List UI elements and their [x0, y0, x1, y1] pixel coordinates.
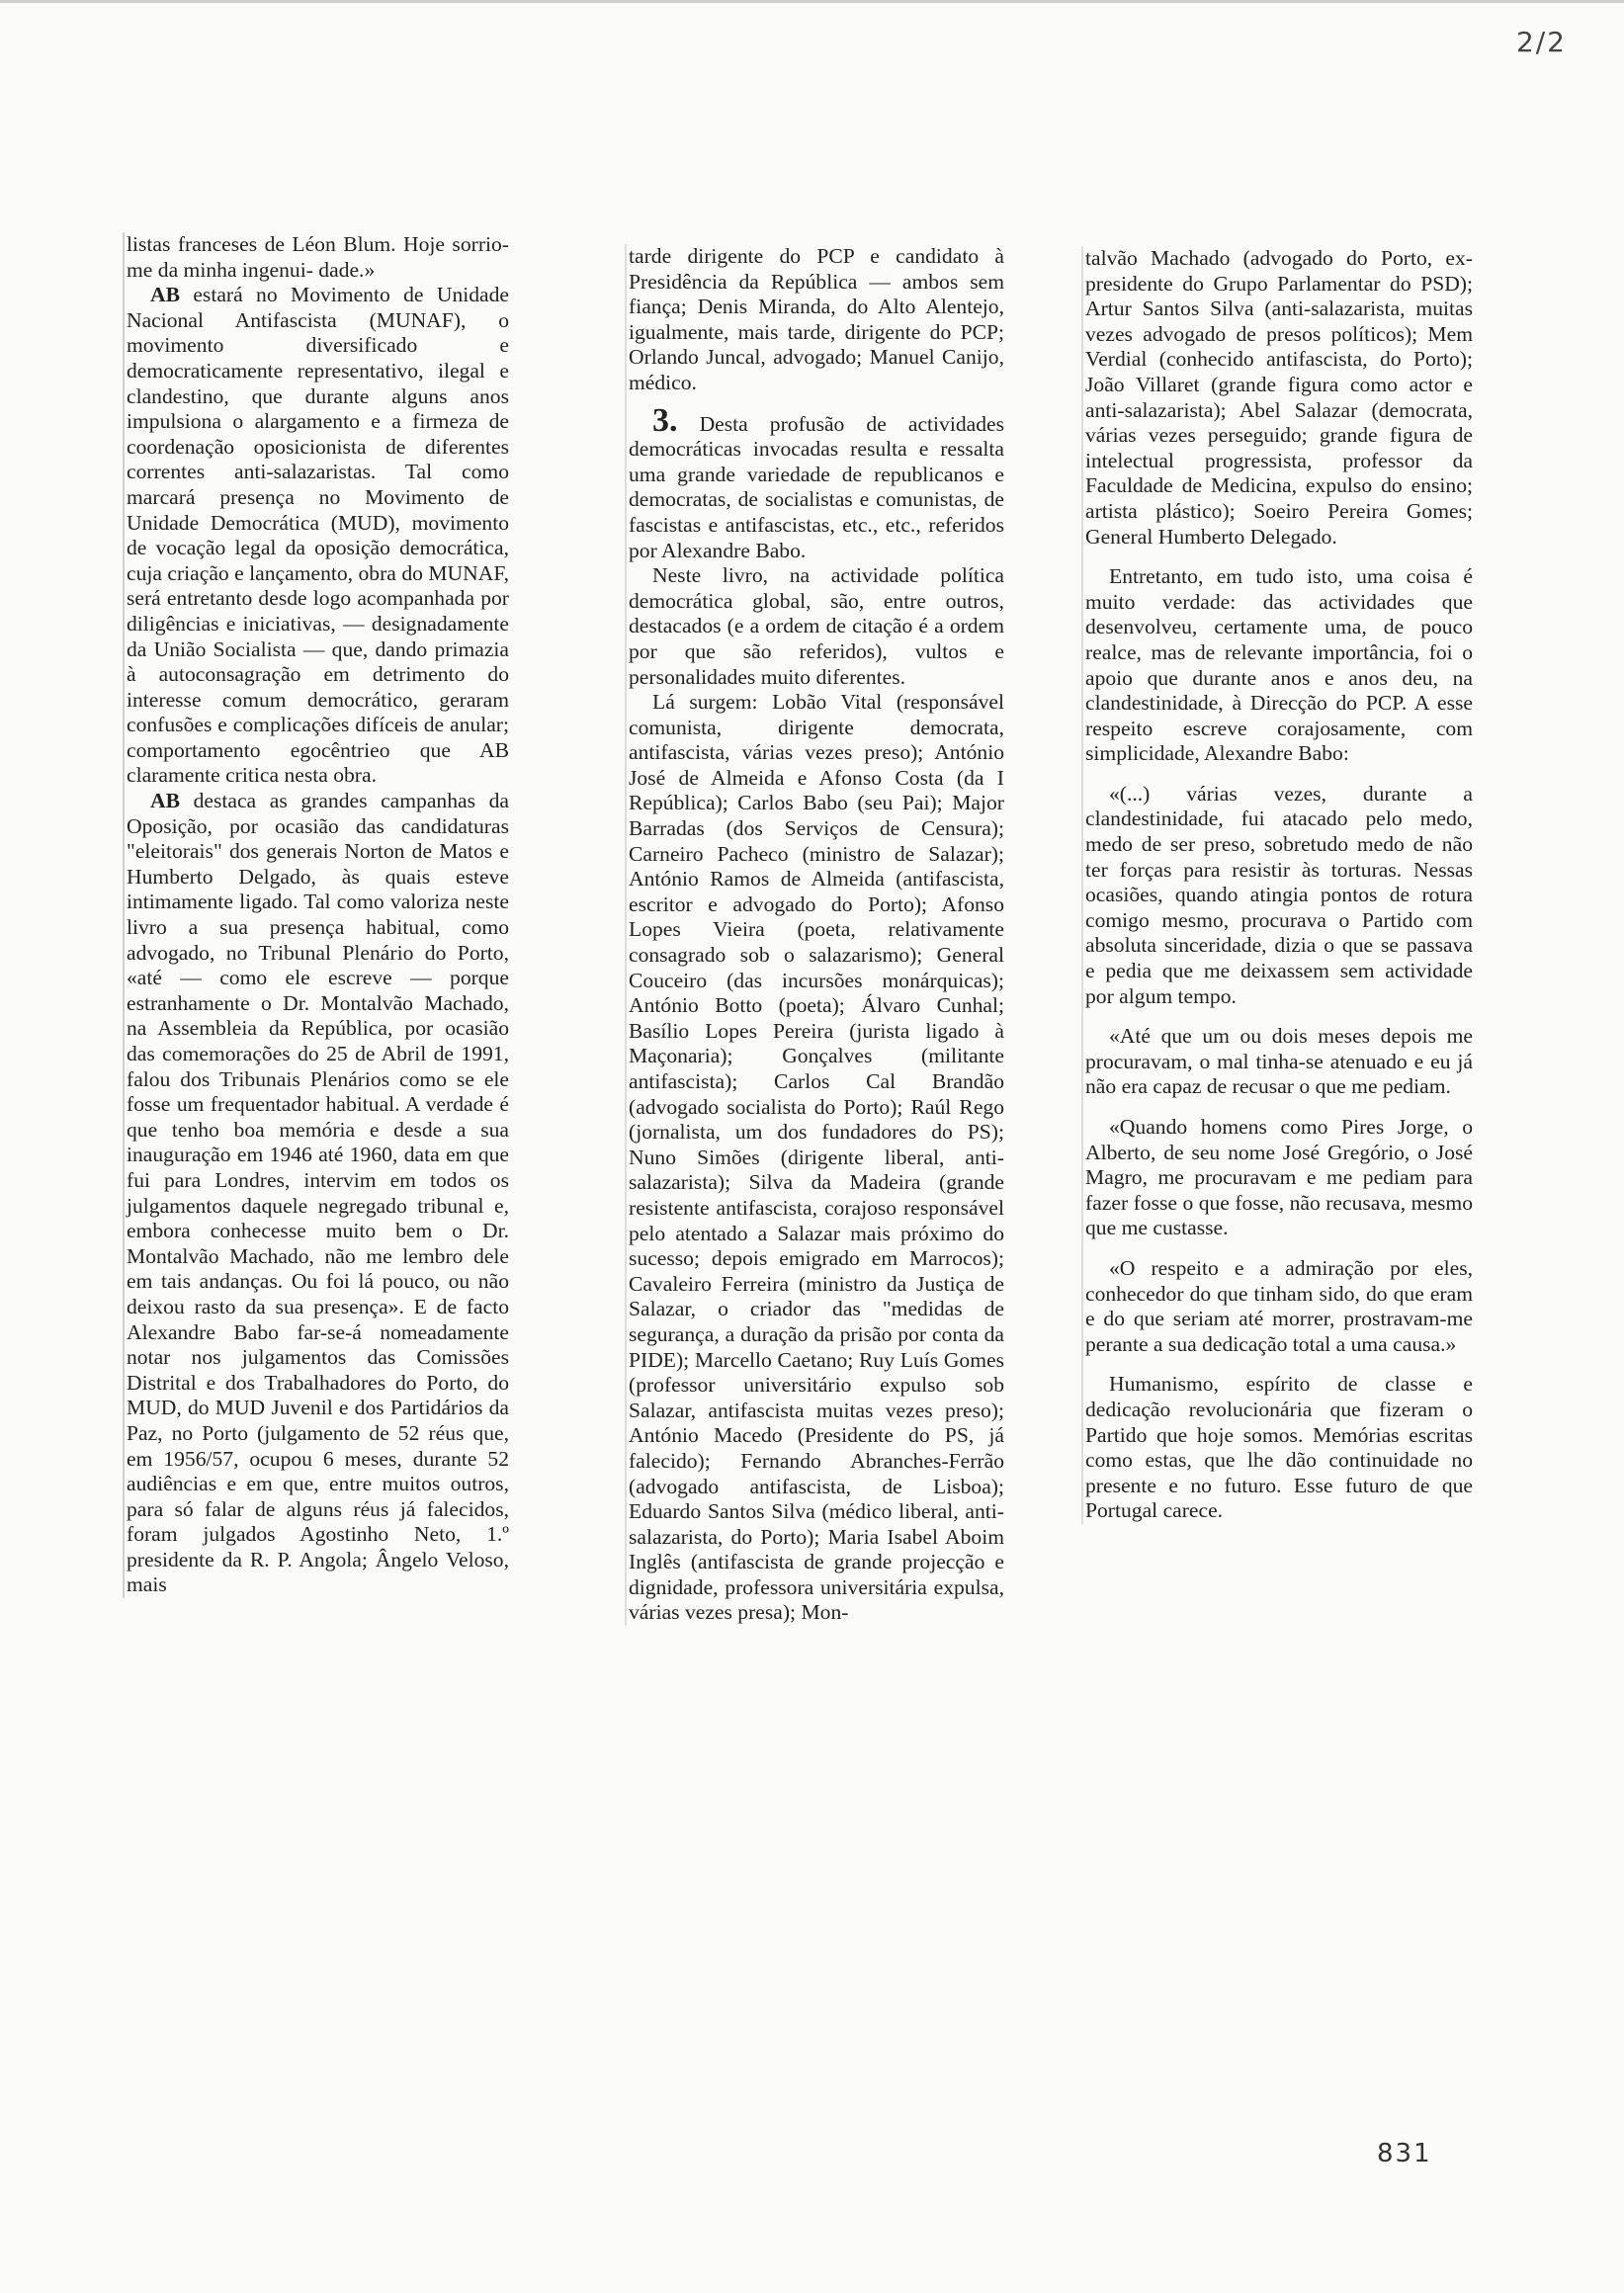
paragraph: «Quando homens como Pires Jorge, o Alberto, de seu nome José Gregório, o José Magro, me procuravam e me pediam para fazer fosse o que fosse, não recusava, mesmo que me custasse.	[1085, 1115, 1473, 1240]
paragraph: talvão Machado (advogado do Porto, ex-presidente do Grupo Parlamentar do PSD); Artur Santos Silva (anti-salazarista, muitas vezes advogado de presos políticos); Mem Verdial (conhecido antifascista, do Porto); João Villaret (grande figura como actor e anti-salazarista); Abel Salazar (democrata, várias vezes perseguido; grande figura de intelectual progressista, professor da Faculdade de Medicina, expulso do ensino; artista plástico); Soeiro Pereira Gomes; General Humberto Delegado.	[1085, 246, 1473, 549]
paragraph: «Até que um ou dois meses depois me procuravam, o mal tinha-se atenuado e eu já não era capaz de recusar o que me pediam.	[1085, 1024, 1473, 1099]
paragraph: «O respeito e a admiração por eles, conhecedor do que tinham sido, do que eram e do que seriam até morrer, prostravam-me perante a sua dedicação total a uma causa.»	[1085, 1255, 1473, 1356]
scan-top-edge	[0, 0, 1624, 3]
paragraph-section-3	[629, 401, 1004, 564]
paragraph: Humanismo, espírito de classe e dedicação revolucionária que fizeram o Partido que hoje somos. Memórias escritas como estas, que lhe dão continuidade no presente e no futuro. Esse futuro de que Portugal carece.	[1085, 1372, 1473, 1523]
text-column-1	[123, 232, 509, 1598]
paragraph: tarde dirigente do PCP e candidato à Presidência da República — ambos sem fiança; Denis Miranda, do Alto Alentejo, igualmente, mais tarde, dirigente do PCP; Orlando Juncal, advogado; Manuel Canijo, médico.	[629, 244, 1004, 394]
page-number: 2/2	[1515, 26, 1567, 58]
section-number: 3.	[652, 401, 678, 439]
folio-number: 831	[1377, 2139, 1432, 2168]
paragraph-text: Desta profusão de actividades democráticas invocadas resulta e ressalta uma grande variedade de republicanos e democratas, de socialistas e comunistas, de fascistas e antifascistas, etc., etc., referidos por Alexandre Babo.	[629, 411, 1004, 562]
text-column-2	[625, 244, 1004, 1626]
paragraph: Lá surgem: Lobão Vital (responsável comunista, dirigente democrata, antifascista, várias vezes preso); António José de Almeida e Afonso Costa (da I República); Carlos Babo (seu Pai); Major Barradas (dos Serviços de Censura); Carneiro Pacheco (ministro de Salazar); António Ramos de Almeida (antifascista, escritor e advogado do Porto); Afonso Lopes Vieira (poeta, relativamente consagrado sob o salazarismo); General Couceiro (das incursões monárquicas); António Botto (poeta); Álvaro Cunhal; Basílio Lopes Pereira (jurista ligado à Maçonaria); Gonçalves (militante antifascista); Carlos Cal Brandão (advogado socialista do Porto); Raúl Rego (jornalista, um dos fundadores do PS); Nuno Simões (dirigente liberal, anti-salazarista); Silva da Madeira (grande resistente antifascista, corajoso responsável pelo atentado a Salazar mais próximo do sucesso; depois emigrado em Marrocos); Cavaleiro Ferreira (ministro da Justiça de Salazar, o criador das "medidas de segurança, a duração da prisão por conta da PIDE); Marcello Caetano; Ruy Luís Gomes (professor universitário expulso sob Salazar, antifascista muitas vezes preso); António Macedo (Presidente do PS, já falecido); Fernando Abranches-Ferrão (advogado antifascista, de Lisboa); Eduardo Santos Silva (médico liberal, anti-salazarista, do Porto); Maria Isabel Aboim Inglês (antifascista de grande projecção e dignidade, professora universitária expulsa, várias vezes presa); Mon-	[629, 690, 1004, 1625]
ab-abbreviation: AB	[150, 283, 180, 307]
paragraph: Entretanto, em tudo isto, uma coisa é muito verdade: das actividades que desenvolveu, certamente uma, de pouco realce, mas de relevante importância, foi o apoio que durante anos e anos deu, na clandestinidade, à Direcção do PCP. A esse respeito escreve corajosamente, com simplicidade, Alexandre Babo:	[1085, 564, 1473, 766]
paragraph: AB destaca as grandes campanhas da Oposição, por ocasião das candidaturas "eleitorais" dos generais Norton de Matos e Humberto Delgado, às quais esteve intimamente ligado. Tal como valoriza neste livro a sua presença habitual, como advogado, no Tribunal Plenário do Porto, «até — como ele escreve — porque estranhamente o Dr. Montalvão Machado, na Assembleia da República, por ocasião das comemorações do 25 de Abril de 1991, falou dos Tribunais Plenários como se ele fosse um frequentador habitual. A verdade é que tenho boa memória e desde a sua inauguração em 1946 até 1960, data em que fui para Londres, intervim em todos os julgamentos daquele negregado tribunal e, embora conhecesse muito bem o Dr. Montalvão Machado, não me lembro dele em tais andanças. Ou foi lá pouco, ou não deixou rasto da sua presença». E de facto Alexandre Babo far-se-á nomeadamente notar nos julgamentos das Comissões Distrital e dos Trabalhadores do Porto, do MUD, do MUD Juvenil e dos Partidários da Paz, no Porto (julgamento de 52 réus que, em 1956/57, ocupou 6 meses, durante 52 audiências e em que, entre muitos outros, para só falar de alguns réus já falecidos, foram julgados Agostinho Neto, 1.º presidente da R. P. Angola; Ângelo Veloso, mais	[127, 789, 509, 1597]
paragraph: «(...) várias vezes, durante a clandestinidade, fui atacado pelo medo, medo de ser preso, sobretudo medo de não ter forças para resistir às torturas. Nessas ocasiões, quando atingia pontos de rotura comigo mesmo, procurava o Partido com absoluta sinceridade, dizia o que se passava e pedia que me deixassem sem actividade por algum tempo.	[1085, 781, 1473, 1008]
text-column-3	[1081, 246, 1473, 1524]
paragraph: listas franceses de Léon Blum. Hoje sorrio-me da minha ingenui- dade.»	[127, 232, 509, 282]
paragraph: AB estará no Movimento de Unidade Nacional Antifascista (MUNAF), o movimento diversificado e democraticamente representativo, ilegal e clandestino, que durante alguns anos impulsiona o alargamento e a firmeza de coordenação oposicionista de diferentes correntes anti-salazaristas. Tal como marcará presença no Movimento de Unidade Democrática (MUD), movimento de vocação legal da oposição democrática, cuja criação e lançamento, obra do MUNAF, será entretanto desde logo acompanhada por diligências e iniciativas, — designadamente da União Socialista — que, dando primazia à autoconsagração em detrimento do interesse comum democrático, geraram confusões e complicações difíceis de anular; comportamento egocêntrieo que AB claramente critica nesta obra.	[127, 283, 509, 788]
paragraph: Neste livro, na actividade política democrática global, são, entre outros, destacados (e a ordem de citação é a ordem por que são referidos), vultos e personalidades muito diferentes.	[629, 563, 1004, 689]
ab-abbreviation: AB	[150, 789, 180, 813]
